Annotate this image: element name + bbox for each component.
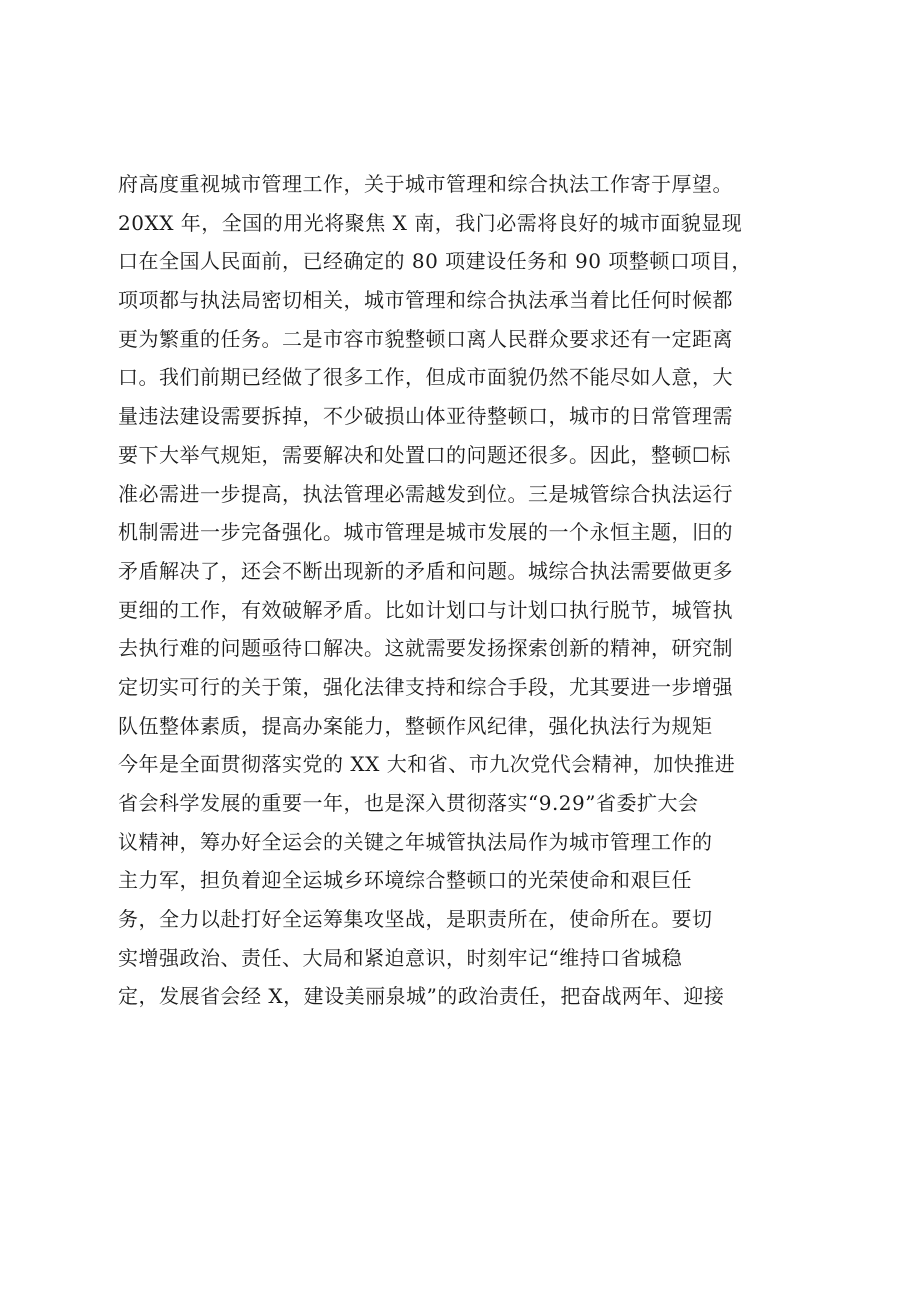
text-line-19: 主力军，担负着迎全运城乡环境综合整顿口的光荣使命和艰巨任	[118, 868, 692, 893]
text-line-4: 项项都与执法局密切相关，城市管理和综合执法承当着比任何时候都	[118, 288, 733, 313]
text-line-8: 要下大举气规矩，需要解决和处置口的问题还很多。因此，整顿☐标	[118, 442, 731, 467]
text-line-5: 更为繁重的任务。二是市容市貌整顿口离人民群众要求还有一定距离	[118, 326, 733, 351]
text-line-14: 定切实可行的关于策，强化法律支持和综合手段，尤其要进一步增强	[118, 674, 733, 699]
text-line-21: 实增强政治、责任、大局和紧迫意识，时刻牢记“维持口省城稳	[118, 945, 683, 970]
text-line-15: 队伍整体素质，提高办案能力，整顿作风纪律，强化执法行为规矩	[118, 713, 713, 738]
text-line-7: 量违法建设需要拆掉，不少破损山体亚待整顿口，城市的日常管理需	[118, 404, 733, 429]
text-line-11: 矛盾解决了，还会不断出现新的矛盾和问题。城综合执法需要做更多	[118, 558, 733, 583]
text-line-3: 口在全国人民面前，已经确定的 80 项建设任务和 90 项整顿口项目，	[118, 249, 752, 274]
text-line-16: 今年是全面贯彻落实党的 XX 大和省、市九次党代会精神，加快推进	[118, 752, 736, 777]
text-line-6: 口。我们前期已经做了很多工作，但成市面貌仍然不能尽如人意，大	[118, 365, 733, 390]
body-text	[118, 165, 808, 1016]
text-line-12: 更细的工作，有效破解矛盾。比如计划口与计划口执行脱节，城管执	[118, 597, 733, 622]
text-line-22: 定，发展省会经 X，建设美丽泉城”的政治责任，把奋战两年、迎接	[118, 984, 725, 1009]
text-line-13: 去执行难的问题亟待口解决。这就需要发扬探索创新的精神，研究制	[118, 636, 733, 661]
text-line-9: 准必需进一步提高，执法管理必需越发到位。三是城管综合执法运行	[118, 481, 733, 506]
text-line-17: 省会科学发展的重要一年，也是深入贯彻落实“9.29”省委扩大会	[118, 791, 699, 815]
text-line-18: 议精神，筹办好全运会的关键之年城管执法局作为城市管理工作的	[118, 829, 713, 854]
text-line-20: 务，全力以赴打好全运筹集攻坚战，是职责所在，使命所在。要切	[118, 907, 713, 932]
text-line-1: 府高度重视城市管理工作，关于城市管理和综合执法工作寄于厚望。	[118, 172, 733, 196]
text-line-10: 机制需进一步完备强化。城市管理是城市发展的一个永恒主题，旧的	[118, 520, 733, 545]
text-line-2: 20XX 年，全国的用光将聚焦 X 南，我门必需将良好的城市面貌显现	[118, 210, 743, 235]
